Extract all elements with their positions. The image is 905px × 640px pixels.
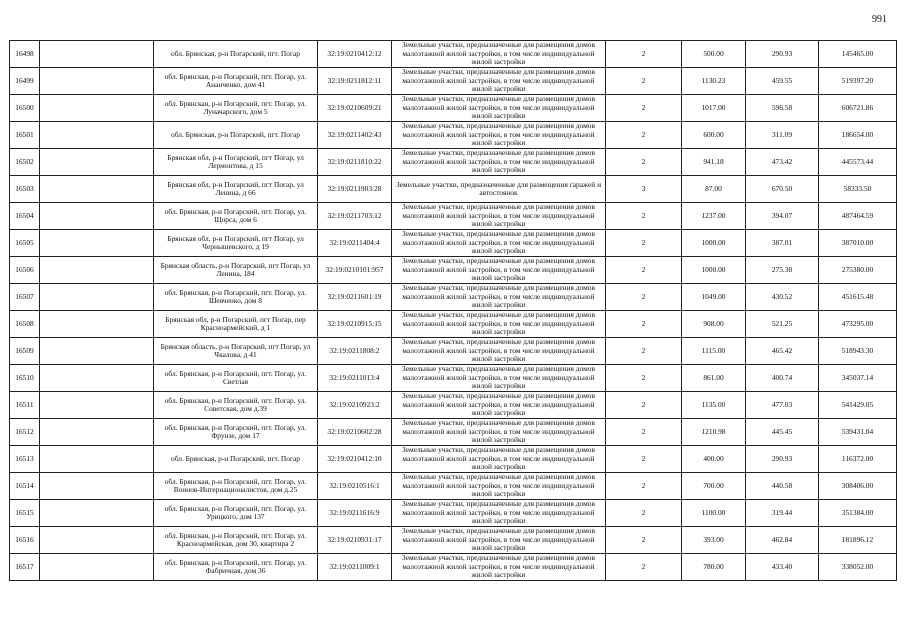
row-number: 16514 xyxy=(10,473,40,500)
row-number: 16513 xyxy=(10,446,40,473)
blank-cell xyxy=(40,365,154,392)
row-number: 16512 xyxy=(10,419,40,446)
cadastral-value-cell: 473295.00 xyxy=(819,311,897,338)
area-cell: 1017.00 xyxy=(682,95,746,122)
cadastral-number-cell: 32:19:0211404:4 xyxy=(318,230,392,257)
row-number: 16498 xyxy=(10,41,40,68)
land-registry-table xyxy=(9,40,897,581)
blank-cell xyxy=(40,122,154,149)
row-number: 16501 xyxy=(10,122,40,149)
land-purpose-cell: Земельные участки, предназначенные для размещения домов малоэтажной жилой застройки, в том числе индивидуальной жилой застройки xyxy=(392,365,606,392)
unit-value-cell: 394.07 xyxy=(746,203,819,230)
group-cell: 2 xyxy=(606,311,682,338)
address-cell: Брянская область, р-н Погарский, пгт Погар, ул Чкалова, д 41 xyxy=(154,338,318,365)
group-cell: 2 xyxy=(606,446,682,473)
land-purpose-cell: Земельные участки, предназначенные для размещения домов малоэтажной жилой застройки, в том числе индивидуальной жилой застройки xyxy=(392,311,606,338)
unit-value-cell: 275.38 xyxy=(746,257,819,284)
row-number: 16504 xyxy=(10,203,40,230)
group-cell: 2 xyxy=(606,338,682,365)
cadastral-value-cell: 487464.59 xyxy=(819,203,897,230)
blank-cell xyxy=(40,68,154,95)
address-cell: обл. Брянская, р-н Погарский, пгт. Погар, ул. Шевченко, дом 8 xyxy=(154,284,318,311)
blank-cell xyxy=(40,203,154,230)
group-cell: 2 xyxy=(606,365,682,392)
land-purpose-cell: Земельные участки, предназначенные для размещения домов малоэтажной жилой застройки, в том числе индивидуальной жилой застройки xyxy=(392,527,606,554)
row-number: 16505 xyxy=(10,230,40,257)
land-purpose-cell: Земельные участки, предназначенные для размещения домов малоэтажной жилой застройки, в том числе индивидуальной жилой застройки xyxy=(392,392,606,419)
cadastral-value-cell: 58333.50 xyxy=(819,176,897,203)
unit-value-cell: 387.01 xyxy=(746,230,819,257)
group-cell: 2 xyxy=(606,68,682,95)
area-cell: 861.00 xyxy=(682,365,746,392)
address-cell: Брянская обл, р-н Погарский, пгт Погар, ул Лермонтова, д 15 xyxy=(154,149,318,176)
address-cell: обл. Брянская, р-н Погарский, пгт. Погар, ул. Ананченко, дом 41 xyxy=(154,68,318,95)
area-cell: 500.00 xyxy=(682,41,746,68)
unit-value-cell: 445.45 xyxy=(746,419,819,446)
blank-cell xyxy=(40,392,154,419)
cadastral-value-cell: 539431.04 xyxy=(819,419,897,446)
area-cell: 400.00 xyxy=(682,446,746,473)
land-purpose-cell: Земельные участки, предназначенные для размещения домов малоэтажной жилой застройки, в том числе индивидуальной жилой застройки xyxy=(392,419,606,446)
row-number: 16511 xyxy=(10,392,40,419)
table-row xyxy=(10,230,897,257)
table-row xyxy=(10,500,897,527)
unit-value-cell: 433.40 xyxy=(746,554,819,581)
table-row xyxy=(10,365,897,392)
address-cell: Брянская область, р-н Погарский, пгт Погар, ул Ленина, 184 xyxy=(154,257,318,284)
table-row xyxy=(10,122,897,149)
table-row xyxy=(10,41,897,68)
cadastral-value-cell: 541429.05 xyxy=(819,392,897,419)
cadastral-value-cell: 181896.12 xyxy=(819,527,897,554)
land-purpose-cell: Земельные участки, предназначенные для размещения домов малоэтажной жилой застройки, в том числе индивидуальной жилой застройки xyxy=(392,203,606,230)
land-purpose-cell: Земельные участки, предназначенные для размещения домов малоэтажной жилой застройки, в том числе индивидуальной жилой застройки xyxy=(392,338,606,365)
unit-value-cell: 477.03 xyxy=(746,392,819,419)
cadastral-value-cell: 145465.00 xyxy=(819,41,897,68)
unit-value-cell: 430.52 xyxy=(746,284,819,311)
land-purpose-cell: Земельные участки, предназначенные для размещения домов малоэтажной жилой застройки, в том числе индивидуальной жилой застройки xyxy=(392,95,606,122)
blank-cell xyxy=(40,338,154,365)
blank-cell xyxy=(40,257,154,284)
unit-value-cell: 290.93 xyxy=(746,446,819,473)
area-cell: 393.00 xyxy=(682,527,746,554)
group-cell: 2 xyxy=(606,554,682,581)
cadastral-value-cell: 606721.86 xyxy=(819,95,897,122)
blank-cell xyxy=(40,500,154,527)
land-purpose-cell: Земельные участки, предназначенные для размещения гаражей и автостоянок xyxy=(392,176,606,203)
blank-cell xyxy=(40,473,154,500)
row-number: 16506 xyxy=(10,257,40,284)
unit-value-cell: 290.93 xyxy=(746,41,819,68)
cadastral-number-cell: 32:19:0211402:43 xyxy=(318,122,392,149)
table-row xyxy=(10,257,897,284)
blank-cell xyxy=(40,149,154,176)
row-number: 16517 xyxy=(10,554,40,581)
address-cell: обл. Брянская, р-н Погарский, пгт. Погар, ул. Советская, дом д.39 xyxy=(154,392,318,419)
table-row xyxy=(10,338,897,365)
address-cell: обл. Брянская, р-н Погарский, пгт. Погар xyxy=(154,41,318,68)
cadastral-value-cell: 451615.48 xyxy=(819,284,897,311)
cadastral-value-cell: 351384.00 xyxy=(819,500,897,527)
page-number: 991 xyxy=(872,14,887,25)
area-cell: 908.00 xyxy=(682,311,746,338)
group-cell: 2 xyxy=(606,230,682,257)
table-body xyxy=(10,41,897,581)
cadastral-number-cell: 32:19:0211812:11 xyxy=(318,68,392,95)
group-cell: 2 xyxy=(606,41,682,68)
cadastral-value-cell: 275380.00 xyxy=(819,257,897,284)
group-cell: 2 xyxy=(606,95,682,122)
area-cell: 780.00 xyxy=(682,554,746,581)
group-cell: 2 xyxy=(606,473,682,500)
address-cell: Брянская обл, р-н Погарский, пгт Погар, пер Красноармейский, д 1 xyxy=(154,311,318,338)
unit-value-cell: 521.25 xyxy=(746,311,819,338)
table-row xyxy=(10,446,897,473)
cadastral-value-cell: 445573.44 xyxy=(819,149,897,176)
blank-cell xyxy=(40,446,154,473)
cadastral-number-cell: 32:19:0211703:12 xyxy=(318,203,392,230)
blank-cell xyxy=(40,311,154,338)
unit-value-cell: 311.09 xyxy=(746,122,819,149)
land-purpose-cell: Земельные участки, предназначенные для размещения домов малоэтажной жилой застройки, в том числе индивидуальной жилой застройки xyxy=(392,473,606,500)
unit-value-cell: 596.58 xyxy=(746,95,819,122)
table-row xyxy=(10,392,897,419)
blank-cell xyxy=(40,41,154,68)
table-row xyxy=(10,68,897,95)
unit-value-cell: 462.84 xyxy=(746,527,819,554)
cadastral-number-cell: 32:19:0210412:12 xyxy=(318,41,392,68)
area-cell: 600.00 xyxy=(682,122,746,149)
cadastral-value-cell: 345037.14 xyxy=(819,365,897,392)
group-cell: 2 xyxy=(606,527,682,554)
cadastral-value-cell: 116372.00 xyxy=(819,446,897,473)
land-purpose-cell: Земельные участки, предназначенные для размещения домов малоэтажной жилой застройки, в том числе индивидуальной жилой застройки xyxy=(392,149,606,176)
area-cell: 1049.00 xyxy=(682,284,746,311)
table-row xyxy=(10,203,897,230)
cadastral-value-cell: 387010.00 xyxy=(819,230,897,257)
land-purpose-cell: Земельные участки, предназначенные для размещения домов малоэтажной жилой застройки, в том числе индивидуальной жилой застройки xyxy=(392,446,606,473)
group-cell: 2 xyxy=(606,149,682,176)
table-row xyxy=(10,527,897,554)
cadastral-number-cell: 32:19:0211616:9 xyxy=(318,500,392,527)
cadastral-number-cell: 32:19:0210516:1 xyxy=(318,473,392,500)
area-cell: 941.18 xyxy=(682,149,746,176)
table-row xyxy=(10,149,897,176)
cadastral-number-cell: 32:19:0211808:2 xyxy=(318,338,392,365)
land-purpose-cell: Земельные участки, предназначенные для размещения домов малоэтажной жилой застройки, в том числе индивидуальной жилой застройки xyxy=(392,122,606,149)
row-number: 16516 xyxy=(10,527,40,554)
address-cell: Брянская обл, р-н Погарский, пгт Погар, ул Ленина, д 66 xyxy=(154,176,318,203)
land-purpose-cell: Земельные участки, предназначенные для размещения домов малоэтажной жилой застройки, в том числе индивидуальной жилой застройки xyxy=(392,41,606,68)
cadastral-number-cell: 32:19:0210412:10 xyxy=(318,446,392,473)
group-cell: 2 xyxy=(606,284,682,311)
address-cell: обл. Брянская, р-н Погарский, пгт. Погар, ул. Светлая xyxy=(154,365,318,392)
cadastral-number-cell: 32:19:0210101:957 xyxy=(318,257,392,284)
cadastral-value-cell: 308406.00 xyxy=(819,473,897,500)
cadastral-value-cell: 338052.00 xyxy=(819,554,897,581)
area-cell: 1237.00 xyxy=(682,203,746,230)
address-cell: обл. Брянская, р-н Погарский, пгт. Погар, ул. Фабричная, дом 36 xyxy=(154,554,318,581)
row-number: 16509 xyxy=(10,338,40,365)
cadastral-value-cell: 186654.00 xyxy=(819,122,897,149)
table-row xyxy=(10,419,897,446)
address-cell: обл. Брянская, р-н Погарский, пгт. Погар, ул. Фрунзе, дом 17 xyxy=(154,419,318,446)
unit-value-cell: 473.42 xyxy=(746,149,819,176)
cadastral-number-cell: 32:19:0211013:4 xyxy=(318,365,392,392)
cadastral-number-cell: 32:19:0210609:21 xyxy=(318,95,392,122)
cadastral-number-cell: 32:19:0210923:2 xyxy=(318,392,392,419)
cadastral-number-cell: 32:19:0210915:15 xyxy=(318,311,392,338)
unit-value-cell: 459.55 xyxy=(746,68,819,95)
blank-cell xyxy=(40,527,154,554)
group-cell: 2 xyxy=(606,122,682,149)
row-number: 16507 xyxy=(10,284,40,311)
group-cell: 2 xyxy=(606,500,682,527)
area-cell: 1130.23 xyxy=(682,68,746,95)
row-number: 16510 xyxy=(10,365,40,392)
area-cell: 1000.00 xyxy=(682,230,746,257)
cadastral-number-cell: 32:19:0211009:1 xyxy=(318,554,392,581)
unit-value-cell: 440.58 xyxy=(746,473,819,500)
group-cell: 2 xyxy=(606,419,682,446)
blank-cell xyxy=(40,284,154,311)
address-cell: обл. Брянская, р-н Погарский, пгт. Погар, ул. Луначарского, дом 5 xyxy=(154,95,318,122)
blank-cell xyxy=(40,176,154,203)
group-cell: 2 xyxy=(606,203,682,230)
row-number: 16503 xyxy=(10,176,40,203)
group-cell: 2 xyxy=(606,257,682,284)
table-row xyxy=(10,284,897,311)
address-cell: Брянская обл, р-н Погарский, пгт Погар, ул Чернышевского, д 19 xyxy=(154,230,318,257)
table-row xyxy=(10,176,897,203)
area-cell: 1115.00 xyxy=(682,338,746,365)
address-cell: обл. Брянская, р-н Погарский, пгт. Погар, ул. Красноармейская, дом 30, квартира 2 xyxy=(154,527,318,554)
area-cell: 1100.00 xyxy=(682,500,746,527)
address-cell: обл. Брянская, р-н Погарский, пгт. Погар, ул. Воинов-Интернационалистов, дом д.25 xyxy=(154,473,318,500)
address-cell: обл. Брянская, р-н Погарский, пгт. Погар xyxy=(154,122,318,149)
land-purpose-cell: Земельные участки, предназначенные для размещения домов малоэтажной жилой застройки, в том числе индивидуальной жилой застройки xyxy=(392,257,606,284)
table-row xyxy=(10,554,897,581)
land-purpose-cell: Земельные участки, предназначенные для размещения домов малоэтажной жилой застройки, в том числе индивидуальной жилой застройки xyxy=(392,500,606,527)
land-purpose-cell: Земельные участки, предназначенные для размещения домов малоэтажной жилой застройки, в том числе индивидуальной жилой застройки xyxy=(392,554,606,581)
cadastral-number-cell: 32:19:0210602:28 xyxy=(318,419,392,446)
cadastral-value-cell: 519397.20 xyxy=(819,68,897,95)
area-cell: 1210.98 xyxy=(682,419,746,446)
cadastral-number-cell: 32:19:0211810:22 xyxy=(318,149,392,176)
address-cell: обл. Брянская, р-н Погарский, пгт. Погар, ул. Щорса, дом 6 xyxy=(154,203,318,230)
table-row xyxy=(10,95,897,122)
area-cell: 87.00 xyxy=(682,176,746,203)
blank-cell xyxy=(40,419,154,446)
blank-cell xyxy=(40,230,154,257)
address-cell: обл. Брянская, р-н Погарский, пгт. Погар xyxy=(154,446,318,473)
unit-value-cell: 465.42 xyxy=(746,338,819,365)
table-row xyxy=(10,473,897,500)
row-number: 16499 xyxy=(10,68,40,95)
cadastral-number-cell: 32:19:0210931:17 xyxy=(318,527,392,554)
group-cell: 3 xyxy=(606,176,682,203)
row-number: 16508 xyxy=(10,311,40,338)
unit-value-cell: 400.74 xyxy=(746,365,819,392)
area-cell: 1000.00 xyxy=(682,257,746,284)
unit-value-cell: 670.50 xyxy=(746,176,819,203)
blank-cell xyxy=(40,554,154,581)
row-number: 16500 xyxy=(10,95,40,122)
row-number: 16502 xyxy=(10,149,40,176)
group-cell: 2 xyxy=(606,392,682,419)
address-cell: обл. Брянская, р-н Погарский, пгт. Погар, ул. Урицкого, дом 137 xyxy=(154,500,318,527)
table-row xyxy=(10,311,897,338)
land-purpose-cell: Земельные участки, предназначенные для размещения домов малоэтажной жилой застройки, в том числе индивидуальной жилой застройки xyxy=(392,68,606,95)
cadastral-number-cell: 32:19:0211903:28 xyxy=(318,176,392,203)
cadastral-value-cell: 518943.30 xyxy=(819,338,897,365)
unit-value-cell: 319.44 xyxy=(746,500,819,527)
row-number: 16515 xyxy=(10,500,40,527)
blank-cell xyxy=(40,95,154,122)
land-purpose-cell: Земельные участки, предназначенные для размещения домов малоэтажной жилой застройки, в том числе индивидуальной жилой застройки xyxy=(392,284,606,311)
area-cell: 700.00 xyxy=(682,473,746,500)
cadastral-number-cell: 32:19:0211601:19 xyxy=(318,284,392,311)
land-purpose-cell: Земельные участки, предназначенные для размещения домов малоэтажной жилой застройки, в том числе индивидуальной жилой застройки xyxy=(392,230,606,257)
area-cell: 1135.00 xyxy=(682,392,746,419)
